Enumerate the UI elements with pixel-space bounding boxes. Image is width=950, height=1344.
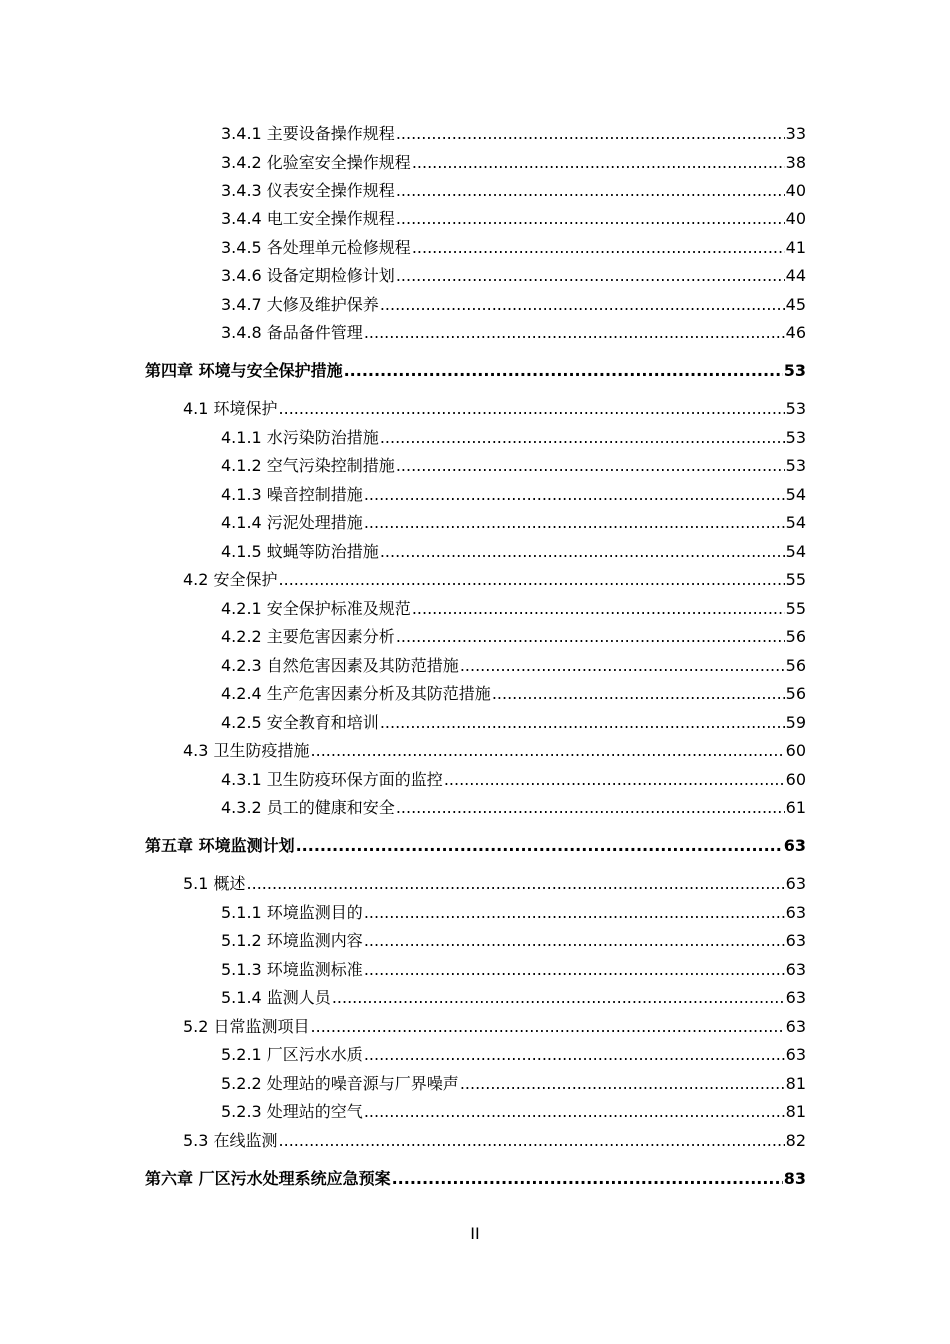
toc-entry-page: 63 — [785, 988, 806, 1007]
toc-entry-title: 4.2 安全保护 — [183, 570, 278, 589]
toc-entry-page: 63 — [785, 1017, 806, 1036]
toc-entry-title: 5.1.3 环境监测标准 — [221, 960, 363, 979]
toc-entry-page: 60 — [785, 770, 806, 789]
toc-dot-leader — [279, 1131, 785, 1151]
toc-entry-title: 4.2.5 安全教育和培训 — [221, 713, 379, 732]
toc-entry[interactable] — [221, 485, 806, 505]
toc-entry-page: 63 — [785, 1045, 806, 1064]
toc-entry-page: 63 — [785, 903, 806, 922]
toc-entry-title: 第六章 厂区污水处理系统应急预案 — [145, 1169, 391, 1188]
toc-entry-title: 5.2 日常监测项目 — [183, 1017, 310, 1036]
toc-dot-leader — [444, 770, 785, 790]
toc-entry-title: 5.2.1 厂区污水水质 — [221, 1045, 363, 1064]
toc-entry[interactable] — [221, 960, 806, 980]
toc-entry-page: 45 — [785, 295, 806, 314]
toc-dot-leader — [460, 656, 785, 676]
toc-entry-page: 40 — [785, 209, 806, 228]
toc-entry[interactable] — [221, 456, 806, 476]
toc-entry-title: 5.1 概述 — [183, 874, 246, 893]
toc-entry-page: 54 — [785, 513, 806, 532]
toc-dot-leader — [380, 428, 785, 448]
toc-entry-page: 54 — [785, 542, 806, 561]
toc-dot-leader — [460, 1074, 785, 1094]
toc-dot-leader — [412, 153, 785, 173]
toc-entry-page: 63 — [785, 960, 806, 979]
toc-entry-page: 33 — [785, 124, 806, 143]
toc-entry[interactable] — [221, 770, 806, 790]
toc-entry-title: 4.1.5 蚊蝇等防治措施 — [221, 542, 379, 561]
toc-dot-leader — [279, 570, 785, 590]
toc-entry-page: 63 — [785, 874, 806, 893]
toc-dot-leader — [396, 798, 785, 818]
toc-entry-title: 4.1.2 空气污染控制措施 — [221, 456, 395, 475]
toc-entry[interactable] — [183, 399, 806, 419]
toc-entry[interactable] — [221, 124, 806, 144]
toc-dot-leader — [396, 209, 785, 229]
toc-entry-title: 3.4.3 仪表安全操作规程 — [221, 181, 395, 200]
toc-entry[interactable] — [221, 323, 806, 343]
toc-dot-leader — [247, 874, 785, 894]
toc-entry-page: 56 — [785, 684, 806, 703]
toc-dot-leader — [344, 361, 783, 381]
toc-entry[interactable] — [183, 741, 806, 761]
toc-dot-leader — [364, 485, 785, 505]
toc-dot-leader — [396, 627, 785, 647]
toc-dot-leader — [380, 295, 785, 315]
toc-entry-page: 53 — [785, 456, 806, 475]
toc-entry[interactable] — [221, 798, 806, 818]
toc-entry[interactable] — [221, 1102, 806, 1122]
toc-entry-page: 55 — [785, 570, 806, 589]
toc-dot-leader — [311, 741, 785, 761]
toc-entry-page: 63 — [785, 931, 806, 950]
toc-dot-leader — [364, 1045, 785, 1065]
toc-entry-title: 5.3 在线监测 — [183, 1131, 278, 1150]
toc-chapter-entry[interactable] — [145, 361, 806, 381]
toc-entry[interactable] — [221, 153, 806, 173]
toc-dot-leader — [412, 238, 785, 258]
toc-dot-leader — [492, 684, 785, 704]
toc-entry[interactable] — [183, 1131, 806, 1151]
toc-entry-page: 53 — [785, 428, 806, 447]
toc-entry-title: 4.3 卫生防疫措施 — [183, 741, 310, 760]
toc-entry-title: 3.4.4 电工安全操作规程 — [221, 209, 395, 228]
toc-entry-page: 81 — [785, 1074, 806, 1093]
toc-entry-page: 61 — [785, 798, 806, 817]
toc-entry[interactable] — [221, 295, 806, 315]
page-number: II — [470, 1224, 480, 1243]
toc-dot-leader — [396, 124, 785, 144]
toc-entry-title: 5.1.1 环境监测目的 — [221, 903, 363, 922]
toc-entry[interactable] — [221, 599, 806, 619]
toc-entry[interactable] — [183, 874, 806, 894]
toc-entry[interactable] — [221, 238, 806, 258]
toc-entry[interactable] — [221, 903, 806, 923]
toc-entry-page: 55 — [785, 599, 806, 618]
toc-entry-title: 4.3.2 员工的健康和安全 — [221, 798, 395, 817]
toc-entry[interactable] — [183, 1017, 806, 1037]
toc-entry-page: 53 — [783, 361, 806, 380]
toc-entry[interactable] — [221, 627, 806, 647]
toc-chapter-entry[interactable] — [145, 836, 806, 856]
toc-entry-title: 4.3.1 卫生防疫环保方面的监控 — [221, 770, 443, 789]
toc-dot-leader — [380, 542, 785, 562]
toc-entry-title: 4.1.4 污泥处理措施 — [221, 513, 363, 532]
toc-entry-page: 53 — [785, 399, 806, 418]
toc-entry[interactable] — [221, 542, 806, 562]
toc-dot-leader — [392, 1169, 783, 1189]
toc-dot-leader — [364, 323, 785, 343]
toc-entry-title: 3.4.6 设备定期检修计划 — [221, 266, 395, 285]
toc-entry[interactable] — [221, 428, 806, 448]
toc-entry-title: 3.4.1 主要设备操作规程 — [221, 124, 395, 143]
toc-entry-title: 第四章 环境与安全保护措施 — [145, 361, 343, 380]
toc-dot-leader — [296, 836, 783, 856]
toc-entry[interactable] — [221, 1045, 806, 1065]
toc-dot-leader — [396, 181, 785, 201]
toc-entry[interactable] — [221, 988, 806, 1008]
toc-entry-title: 5.2.2 处理站的噪音源与厂界噪声 — [221, 1074, 459, 1093]
toc-chapter-entry[interactable] — [145, 1169, 806, 1189]
toc-dot-leader — [396, 456, 785, 476]
toc-dot-leader — [396, 266, 785, 286]
toc-entry[interactable] — [221, 513, 806, 533]
toc-entry[interactable] — [221, 1074, 806, 1094]
toc-entry-page: 38 — [785, 153, 806, 172]
toc-dot-leader — [311, 1017, 785, 1037]
toc-entry-title: 4.1.1 水污染防治措施 — [221, 428, 379, 447]
toc-entry-page: 63 — [783, 836, 806, 855]
toc-dot-leader — [332, 988, 785, 1008]
toc-entry-title: 4.2.1 安全保护标准及规范 — [221, 599, 411, 618]
toc-entry-page: 59 — [785, 713, 806, 732]
toc-entry[interactable] — [221, 684, 806, 704]
toc-entry-page: 82 — [785, 1131, 806, 1150]
toc-entry-page: 60 — [785, 741, 806, 760]
toc-entry[interactable] — [183, 570, 806, 590]
toc-entry-title: 5.1.4 监测人员 — [221, 988, 331, 1007]
toc-entry-page: 41 — [785, 238, 806, 257]
toc-entry-page: 44 — [785, 266, 806, 285]
toc-entry-page: 83 — [783, 1169, 806, 1188]
toc-entry[interactable] — [221, 266, 806, 286]
toc-entry[interactable] — [221, 931, 806, 951]
toc-dot-leader — [364, 931, 785, 951]
toc-entry-page: 56 — [785, 656, 806, 675]
toc-dot-leader — [412, 599, 785, 619]
toc-entry-title: 5.2.3 处理站的空气 — [221, 1102, 363, 1121]
toc-entry-title: 4.1 环境保护 — [183, 399, 278, 418]
toc-dot-leader — [279, 399, 785, 419]
toc-entry[interactable] — [221, 181, 806, 201]
toc-entry-title: 4.2.2 主要危害因素分析 — [221, 627, 395, 646]
toc-entry[interactable] — [221, 713, 806, 733]
toc-entry[interactable] — [221, 209, 806, 229]
toc-dot-leader — [364, 903, 785, 923]
toc-entry-title: 4.2.3 自然危害因素及其防范措施 — [221, 656, 459, 675]
toc-entry-title: 3.4.5 各处理单元检修规程 — [221, 238, 411, 257]
toc-entry-title: 3.4.7 大修及维护保养 — [221, 295, 379, 314]
toc-entry-page: 40 — [785, 181, 806, 200]
toc-entry-title: 5.1.2 环境监测内容 — [221, 931, 363, 950]
toc-dot-leader — [364, 960, 785, 980]
toc-entry-page: 54 — [785, 485, 806, 504]
toc-entry-title: 第五章 环境监测计划 — [145, 836, 295, 855]
toc-entry-title: 4.2.4 生产危害因素分析及其防范措施 — [221, 684, 491, 703]
toc-entry-title: 4.1.3 噪音控制措施 — [221, 485, 363, 504]
toc-entry-page: 56 — [785, 627, 806, 646]
toc-entry[interactable] — [221, 656, 806, 676]
toc-dot-leader — [380, 713, 785, 733]
toc-entry-page: 46 — [785, 323, 806, 342]
toc-dot-leader — [364, 513, 785, 533]
toc-entry-title: 3.4.8 备品备件管理 — [221, 323, 363, 342]
toc-dot-leader — [364, 1102, 785, 1122]
toc-entry-page: 81 — [785, 1102, 806, 1121]
toc-entry-title: 3.4.2 化验室安全操作规程 — [221, 153, 411, 172]
